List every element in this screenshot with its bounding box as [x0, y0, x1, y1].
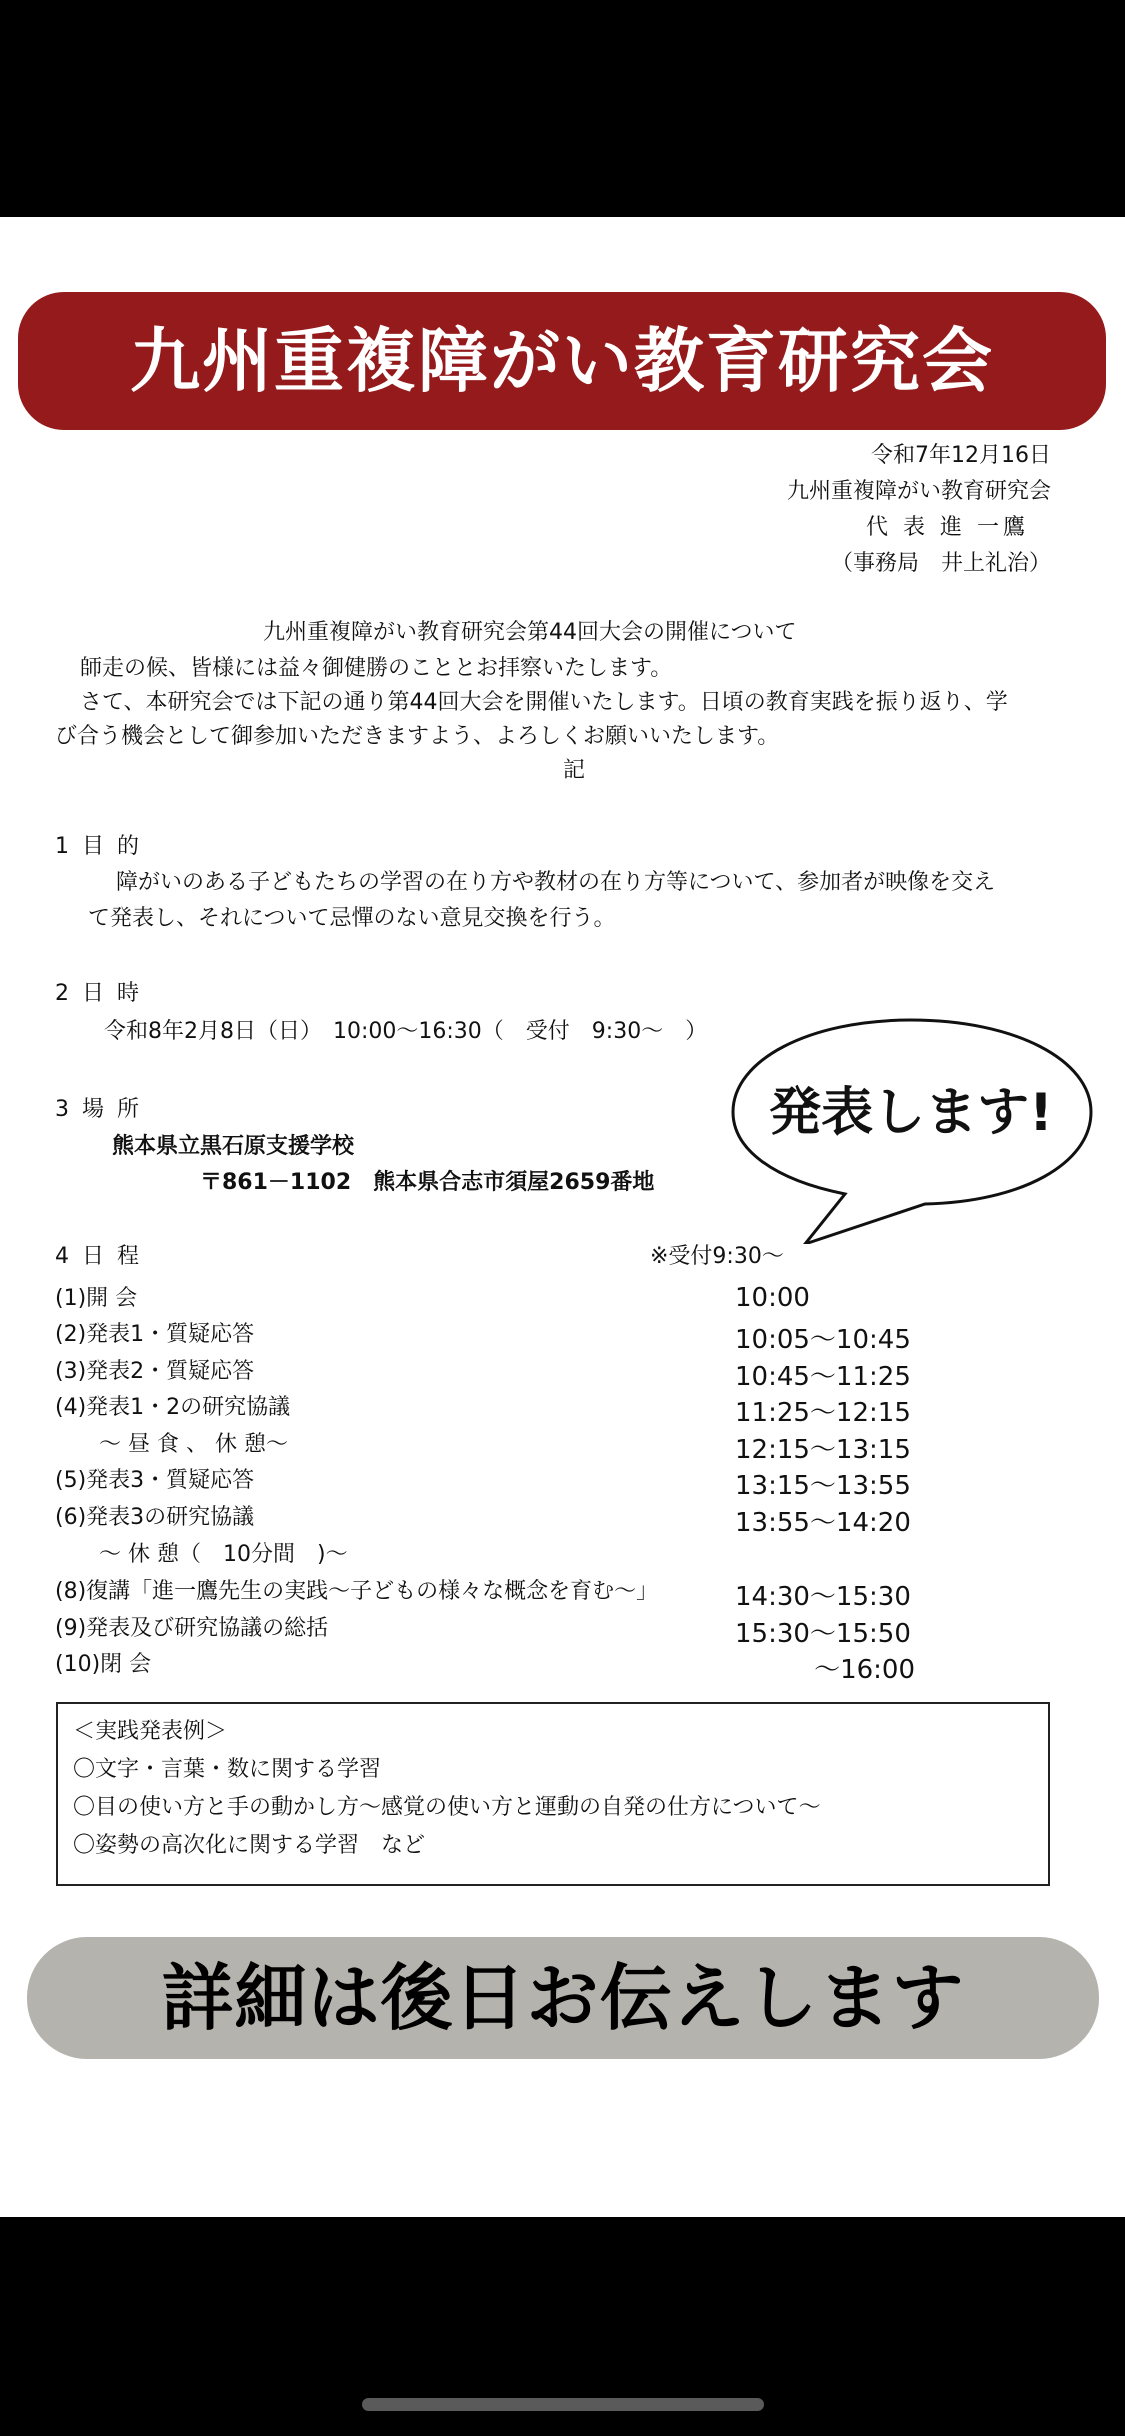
- schedule-time: 10:00: [735, 1283, 810, 1313]
- schedule-time: 13:15～13:55: [735, 1471, 911, 1501]
- schedule-label: (3)発表2・質疑応答: [55, 1359, 255, 1384]
- schedule-row: [55, 1354, 915, 1390]
- home-indicator[interactable]: [362, 2398, 764, 2411]
- schedule-time: 11:25～12:15: [735, 1398, 911, 1428]
- letter-representative: 代 表 進 一鷹: [866, 515, 1029, 540]
- purpose-line-2: て発表し、それについて忌憚のない意見交換を行う。: [88, 906, 616, 931]
- schedule-time: ～16:00: [814, 1655, 915, 1685]
- venue-address: 〒861－1102 熊本県合志市須屋2659番地: [200, 1170, 655, 1195]
- bubble-text: 発表します!: [769, 1083, 1053, 1143]
- schedule-time: 12:15～13:15: [735, 1435, 911, 1465]
- venue-name: 熊本県立黒石原支援学校: [112, 1134, 355, 1159]
- schedule-heading: 4 日 程: [55, 1244, 142, 1269]
- speech-bubble: [725, 1012, 1097, 1244]
- intro-body-2: び合う機会として御参加いただきますよう、よろしくお願いいたします。: [55, 724, 780, 749]
- title-banner: 九州重複障がい教育研究会: [18, 292, 1106, 430]
- schedule-label: ～ 休 憩（ 10分間 )～: [55, 1542, 348, 1567]
- schedule-label: (2)発表1・質疑応答: [55, 1322, 255, 1347]
- schedule-row: [55, 1390, 915, 1426]
- examples-box: [56, 1702, 1050, 1886]
- schedule-label: (9)発表及び研究協議の総括: [55, 1616, 329, 1641]
- schedule-row: [55, 1611, 915, 1647]
- ki-mark: 記: [563, 758, 586, 783]
- example-item: 〇姿勢の高次化に関する学習 など: [73, 1833, 426, 1858]
- example-item: 〇目の使い方と手の動かし方～感覚の使い方と運動の自発の仕方について～: [73, 1795, 821, 1820]
- purpose-line-1: 障がいのある子どもたちの学習の在り方や教材の在り方等について、参加者が映像を交え: [116, 870, 996, 895]
- letter-office: （事務局 井上礼治）: [830, 551, 1051, 576]
- greeting: 師走の候、皆様には益々御健勝のこととお拝察いたします。: [80, 656, 673, 681]
- intro-body-1: さて、本研究会では下記の通り第44回大会を開催いたします。日頃の教育実践を振り返り、学: [80, 690, 1008, 715]
- letter-org: 九州重複障がい教育研究会: [786, 479, 1051, 504]
- schedule-label: (1)開 会: [55, 1286, 138, 1311]
- purpose-heading: 1 目 的: [55, 834, 142, 859]
- schedule-row: [55, 1427, 915, 1463]
- schedule-row: [55, 1574, 915, 1610]
- schedule-row: [55, 1537, 915, 1573]
- example-item: 〇文字・言葉・数に関する学習: [73, 1757, 382, 1782]
- schedule-label: (4)発表1・2の研究協議: [55, 1395, 291, 1420]
- venue-heading: 3 場 所: [55, 1097, 142, 1122]
- schedule-row: [55, 1500, 915, 1536]
- reception-note: ※受付9:30～: [650, 1244, 784, 1269]
- schedule-row: [55, 1281, 915, 1317]
- schedule-row: [55, 1317, 915, 1353]
- schedule-time: 15:30～15:50: [735, 1619, 911, 1649]
- schedule-row: [55, 1463, 915, 1499]
- schedule-label: (5)発表3・質疑応答: [55, 1468, 255, 1493]
- datetime-value: 令和8年2月8日（日） 10:00～16:30（ 受付 9:30～ ）: [104, 1019, 708, 1044]
- schedule-time: 14:30～15:30: [735, 1582, 911, 1612]
- schedule-time: 10:05～10:45: [735, 1325, 911, 1355]
- schedule-time: 13:55～14:20: [735, 1508, 911, 1538]
- document-sheet: [0, 217, 1125, 2217]
- schedule-label: ～ 昼 食 、 休 憩～: [55, 1432, 288, 1457]
- examples-title: ＜実践発表例＞: [73, 1719, 228, 1744]
- schedule-label: (8)復講「進一鷹先生の実践～子どもの様々な概念を育む～」: [55, 1579, 659, 1604]
- subject-line: 九州重複障がい教育研究会第44回大会の開催について: [263, 620, 797, 645]
- datetime-heading: 2 日 時: [55, 981, 142, 1006]
- schedule-label: (10)閉 会: [55, 1652, 152, 1677]
- footer-banner: 詳細は後日お伝えします: [27, 1937, 1099, 2059]
- letter-date: 令和7年12月16日: [871, 443, 1051, 468]
- schedule-label: (6)発表3の研究協議: [55, 1505, 255, 1530]
- schedule-time: 10:45～11:25: [735, 1362, 911, 1392]
- schedule-row: [55, 1647, 915, 1683]
